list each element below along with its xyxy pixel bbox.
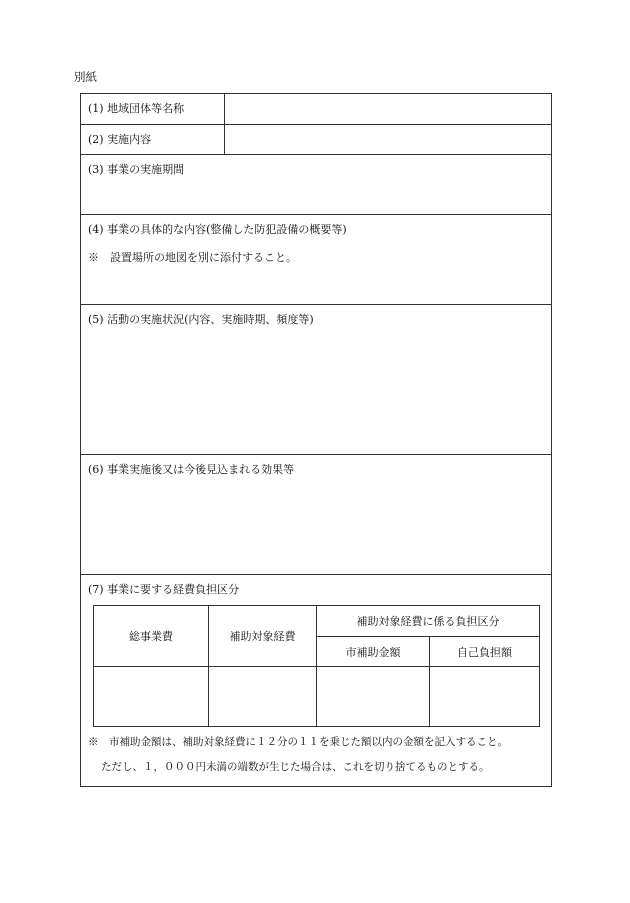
row-divider — [224, 94, 225, 124]
header-city-subsidy: 市補助金額 — [345, 645, 401, 659]
map-attachment-note: ※ 設置場所の地図を別に添付すること。 — [88, 251, 297, 264]
city-subsidy-cell[interactable] — [317, 667, 429, 726]
row-label-cost-sharing: (7) 事業に要する経費負担区分 — [88, 583, 240, 596]
row-cost-sharing — [81, 575, 551, 786]
header-share-group: 補助対象経費に係る負担区分 — [356, 615, 500, 628]
row-label-implementation-content: (2) 実施内容 — [88, 133, 152, 146]
row-activity-status — [81, 305, 551, 455]
attachment-label: 別紙 — [74, 70, 97, 84]
row-label-activity-status: (5) 活動の実施状況(内容、実施時期、頻度等) — [88, 313, 314, 326]
subsidy-calculation-note: ※ 市補助金額は、補助対象経費に１２分の１１を乗じた額以内の金額を記入すること。 — [88, 736, 508, 748]
row-implementation-period — [81, 155, 551, 215]
header-eligible-cost: 補助対象経費 — [229, 630, 296, 643]
cost-sharing-table — [93, 605, 540, 727]
row-organization-name — [81, 94, 551, 125]
self-burden-cell[interactable] — [430, 667, 539, 726]
total-cost-cell[interactable] — [94, 667, 208, 726]
row-label-expected-effects: (6) 事業実施後又は今後見込まれる効果等 — [88, 463, 295, 476]
row-label-specific-content: (4) 事業の具体的な内容(整備した防犯設備の概要等) — [88, 223, 347, 236]
rounding-note: ただし、１，０００円未満の端数が生じた場合は、これを切り捨てるものとする。 — [101, 761, 490, 773]
header-total-cost: 総事業費 — [129, 630, 173, 643]
row-label-implementation-period: (3) 事業の実施期間 — [88, 163, 185, 176]
row-specific-content — [81, 215, 551, 305]
header-self-burden: 自己負担額 — [457, 645, 512, 659]
row-expected-effects — [81, 455, 551, 575]
row-label-organization-name: (1) 地域団体等名称 — [88, 102, 185, 115]
row-divider — [224, 125, 225, 154]
eligible-cost-cell[interactable] — [209, 667, 316, 726]
application-form — [80, 93, 552, 787]
row-implementation-content — [81, 125, 551, 155]
